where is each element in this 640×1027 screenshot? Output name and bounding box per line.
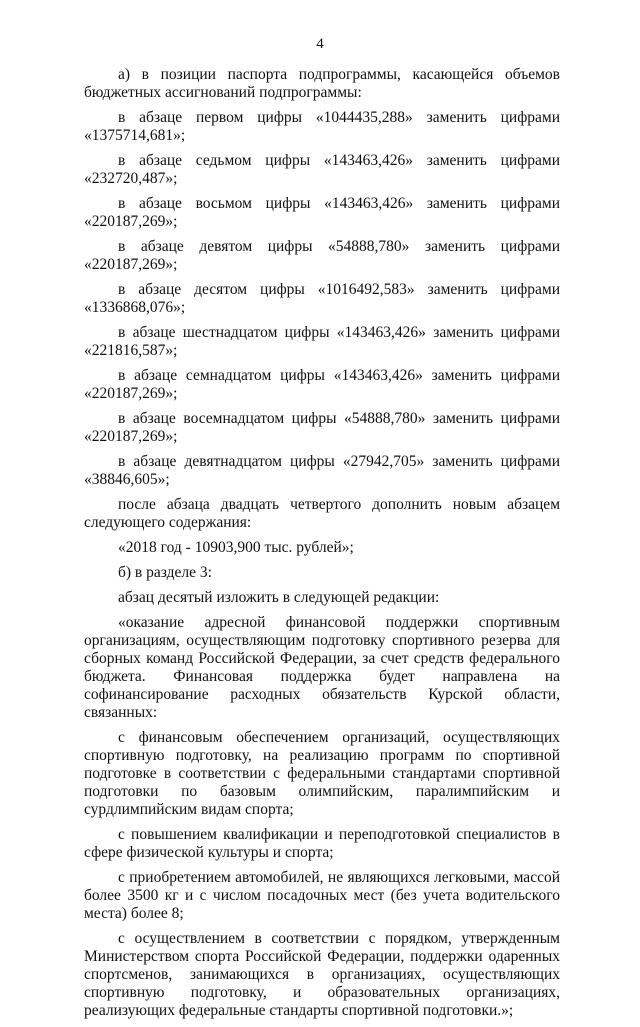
paragraph-first-abzac: в абзаце первом цифры «1044435,288» заменить цифрами «1375714,681»;	[84, 109, 560, 144]
paragraph-b-section-3: б) в разделе 3:	[118, 564, 212, 581]
page-number: 4	[316, 36, 324, 52]
paragraph-tenth-abzac: в абзаце десятом цифры «1016492,583» заменить цифрами «1336868,076»;	[84, 281, 560, 316]
paragraph-2018-year: «2018 год - 10903,900 тыс. рублей»;	[118, 539, 354, 556]
paragraph-sixteenth-abzac: в абзаце шестнадцатом цифры «143463,426» заменить цифрами «221816,587»;	[84, 324, 560, 359]
paragraph-ninth-abzac: в абзаце девятом цифры «54888,780» заменить цифрами «220187,269»;	[84, 238, 560, 273]
paragraph-eighteenth-abzac: в абзаце восемнадцатом цифры «54888,780» заменить цифрами «220187,269»;	[84, 410, 560, 445]
paragraph-nineteenth-abzac: в абзаце девятнадцатом цифры «27942,705» заменить цифрами «38846,605»;	[84, 453, 560, 488]
paragraph-quote-support: «оказание адресной финансовой поддержки спортивным организациям, осуществляющим подготовку спортивного резерва для сборных команд Российской Федерации, за счет средств федерального бюджета. Финансовая поддержка будет направлена на софинансирование расходных обязательств Курской области, связанных:	[84, 614, 560, 721]
document-body	[84, 66, 560, 1027]
paragraph-a: а) в позиции паспорта подпрограммы, касающейся объемов бюджетных ассигнований подпрограммы:	[84, 66, 560, 101]
paragraph-financial-provision: с финансовым обеспечением организаций, осуществляющих спортивную подготовку, на реализацию программ по спортивной подготовке в соответствии с федеральными стандартами спортивной подготовки по базовым олимпийским, паралимпийским и сурдлимпийским видам спорта;	[84, 729, 560, 818]
paragraph-gifted-athletes: с осуществлением в соответствии с порядком, утвержденным Министерством спорта Российской Федерации, поддержки одаренных спортсменов, занимающихся в организациях, осуществляющих спортивную подготовку, и образовательных организациях, реализующих федеральные стандарты спортивной подготовки.»;	[84, 930, 560, 1019]
paragraph-eighth-abzac: в абзаце восьмом цифры «143463,426» заменить цифрами «220187,269»;	[84, 195, 560, 230]
paragraph-tenth-new-edition: абзац десятый изложить в следующей редакции:	[118, 589, 440, 606]
paragraph-after-24th: после абзаца двадцать четвертого дополнить новым абзацем следующего содержания:	[84, 496, 560, 531]
paragraph-qualification: с повышением квалификации и переподготовкой специалистов в сфере физической культуры и спорта;	[84, 826, 560, 861]
paragraph-seventeenth-abzac: в абзаце семнадцатом цифры «143463,426» заменить цифрами «220187,269»;	[84, 367, 560, 402]
paragraph-vehicles: с приобретением автомобилей, не являющихся легковыми, массой более 3500 кг и с числом посадочных мест (без учета водительского места) более 8;	[84, 869, 560, 922]
paragraph-seventh-abzac: в абзаце седьмом цифры «143463,426» заменить цифрами «232720,487»;	[84, 152, 560, 187]
